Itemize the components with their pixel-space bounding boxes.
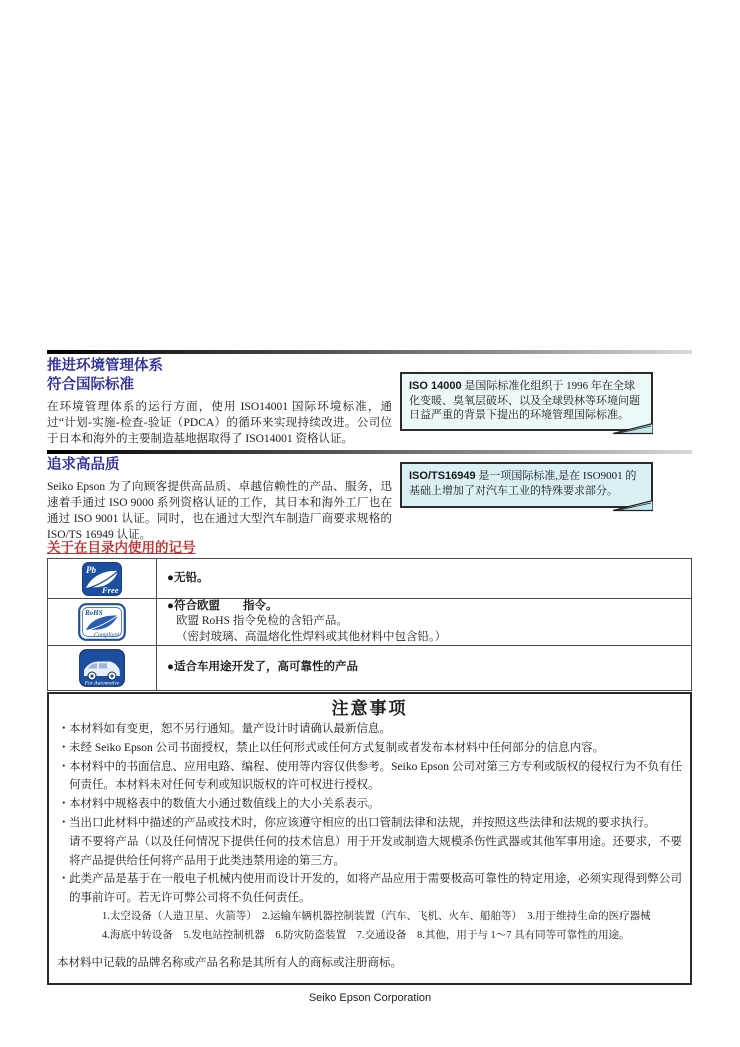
environment-title-line1: 推进环境管理体系 bbox=[47, 358, 163, 374]
notice-item: ・ 未经 Seiko Epson 公司书面授权，禁止以任何形式或任何方式复制或者发布本材料中任何部分的信息内容。 bbox=[58, 741, 605, 754]
notice-restricted-uses-line2: 4.海底中转设备 5.发电站控制机器 6.防灾防盗装置 7.交通设备 8.其他，用于与 1～7 具有同等可靠性的用途。 bbox=[102, 929, 630, 941]
compliant-label: Compliant bbox=[94, 632, 120, 639]
for-automotive-icon bbox=[79, 649, 125, 687]
table-row bbox=[48, 598, 691, 645]
quality-body-text: Seiko Epson 为了向顾客提供高品质、卓越信赖性的产品、服务，迅速着手通过 ISO 9000 系列资格认证的工作，其日本和海外工厂也在通过 ISO 9001 认证。同时，也在通过大型汽车制造厂商要求规格的ISO/TS 16949 认证。 bbox=[47, 481, 392, 541]
symbol-description: ●符合欧盟 指令。 bbox=[167, 599, 278, 612]
notice-item: ・ 本材料如有变更，恕不另行通知。量产设计时请确认最新信息。 bbox=[58, 723, 391, 735]
symbol-description: ●无铅。 bbox=[167, 571, 209, 584]
iso-ts16949-note-box bbox=[400, 462, 653, 508]
notice-box bbox=[47, 692, 692, 985]
iso14000-note-term: ISO 14000 bbox=[409, 380, 462, 392]
footer-company-name: Seiko Epson Corporation bbox=[308, 992, 432, 1004]
section-divider-bar bbox=[47, 350, 692, 354]
notice-item: ・ 此类产品是基于在一般电子机械内使用而设计开发的，如将产品应用于需要极高可靠性的特定用途，必须实现得到弊公司的事前许可。若无许可弊公司将不负任何责任。 bbox=[58, 873, 682, 905]
symbols-table bbox=[47, 558, 692, 691]
symbol-description-detail: （密封玻璃、高温熔化性焊料或其他材料中包含铅。） bbox=[176, 630, 447, 643]
quality-section bbox=[47, 456, 392, 543]
table-row bbox=[48, 559, 691, 598]
environment-body-text: 在环境管理体系的运行方面，使用 ISO14001 国际环境标准，通过“计划-实施-检查-验证（PDCA）的循环来实现持续改进。公司位于日本和海外的主要制造基地据取得了 ISO14001 资格认证。 bbox=[47, 401, 392, 445]
table-row bbox=[48, 645, 691, 690]
notice-title: 注意事项 bbox=[331, 699, 408, 718]
quality-title: 追求高品质 bbox=[47, 457, 120, 473]
notice-item: ・ 本材料中的书面信息、应用电路、编程、使用等内容仅供参考。Seiko Epson 公司对第三方专利或版权的侵权行为不负有任何责任。本材料未对任何专利或知识版权的许可权进行授权。 bbox=[58, 760, 682, 792]
free-label: Free bbox=[102, 584, 119, 595]
symbols-section-title: 关于在目录内使用的记号 bbox=[47, 540, 196, 555]
environment-title-line2: 符合国际标准 bbox=[47, 377, 134, 393]
rohs-compliant-icon bbox=[78, 603, 126, 641]
pb-label: Pb bbox=[86, 564, 96, 575]
for-automotive-label: For Automotive bbox=[84, 680, 120, 687]
symbol-description-detail: 欧盟 RoHS 指令免检的含铅产品。 bbox=[176, 615, 348, 628]
environment-section bbox=[47, 357, 392, 447]
pb-free-icon bbox=[82, 562, 122, 596]
iso-ts16949-note-text: 是一项国际标准,是在 ISO9001 的基础上增加了对汽车工业的特殊要求部分。 bbox=[409, 470, 637, 497]
iso14000-note-box bbox=[400, 372, 653, 431]
notice-item: ・ 当出口此材料中描述的产品或技术时，你应该遵守相应的出口管制法律和法规，并按照这些法律和法规的要求执行。 bbox=[58, 816, 656, 829]
notice-trademark-line: 本材料中记载的品牌名称或产品名称是其所有人的商标或注册商标。 bbox=[57, 956, 402, 969]
section-divider-bar bbox=[47, 450, 692, 454]
notice-restricted-uses-line1: 1.太空设备（人造卫星、火箭等） 2.运输车辆机器控制装置（汽车、飞机、火车、船舶等） 3.用于维持生命的医疗器械 bbox=[102, 910, 651, 922]
iso14000-note-text: 是国际标准化组织于 1996 年在全球化变暖、臭氧层破坏、以及全球毁林等环境问题日益严重的背景下提出的环境管理国际标准。 bbox=[409, 380, 640, 421]
iso-ts16949-note-term: ISO/TS16949 bbox=[409, 470, 476, 482]
notice-item: ・ 本材料中规格表中的数值大小通过数值线上的大小关系表示。 bbox=[58, 798, 380, 811]
note-fold-icon bbox=[613, 423, 653, 435]
note-fold-icon bbox=[613, 500, 653, 512]
notice-item: 请不要将产品（以及任何情况下提供任何的技术信息）用于开发或制造大规模杀伤性武器或其他军事用途。还要求，不要将产品提供给任何将产品用于此类违禁用途的第三方。 bbox=[69, 835, 682, 867]
symbol-description: ●适合车用途开发了，高可靠性的产品 bbox=[167, 661, 358, 674]
rohs-label: RoHS bbox=[85, 609, 103, 617]
